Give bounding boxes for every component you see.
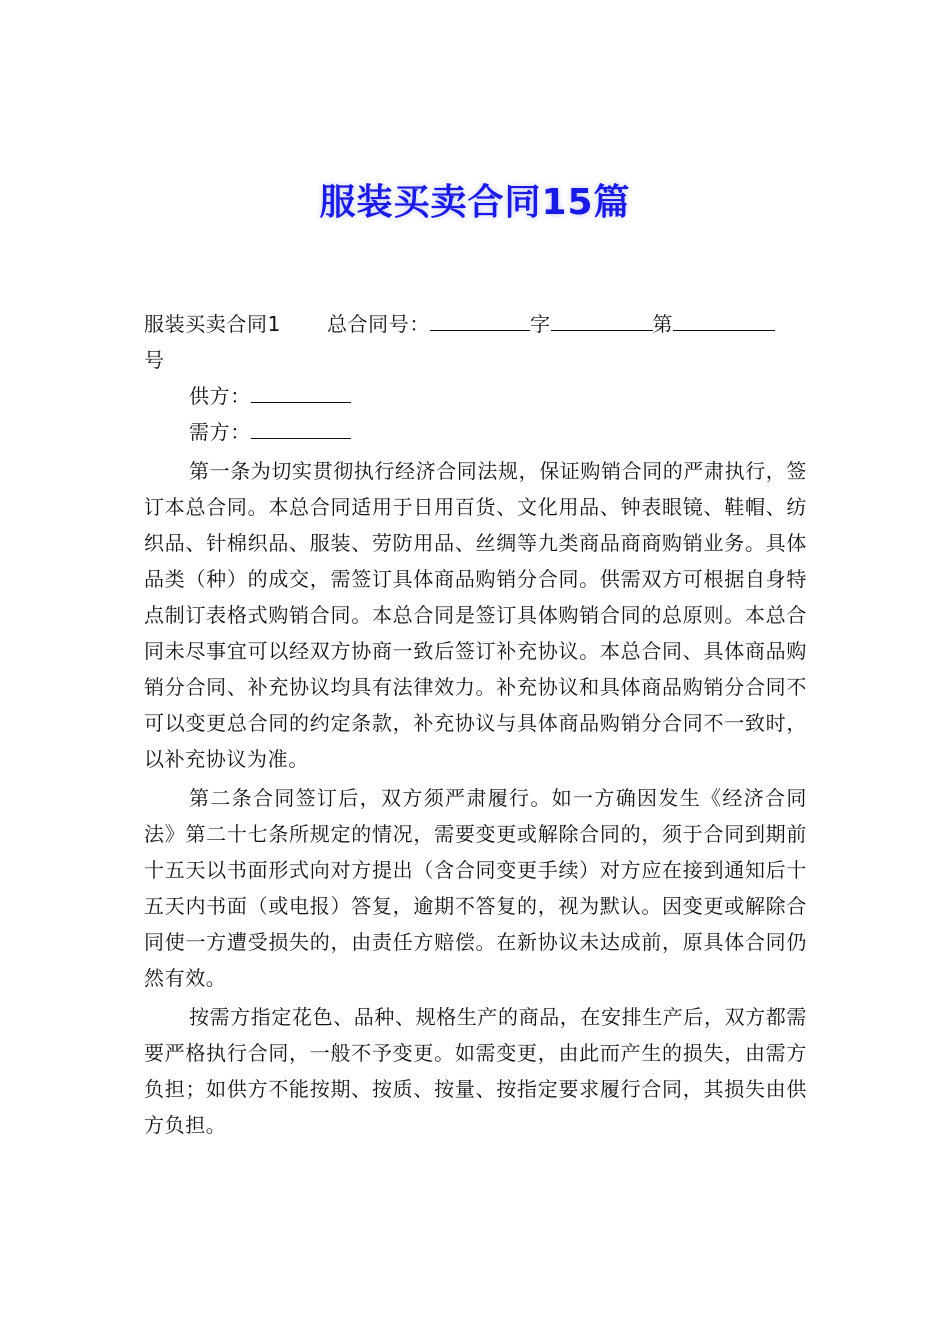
supplier-line <box>144 378 807 414</box>
hao-label: 号 <box>144 348 165 372</box>
document-title: 服装买卖合同15篇 <box>319 182 631 223</box>
demander-label: 需方： <box>189 420 251 444</box>
demander-line <box>144 414 807 450</box>
supplier-blank[interactable] <box>251 378 351 403</box>
demander-blank[interactable] <box>251 414 351 439</box>
contract-number-label: 总合同号： <box>326 312 430 336</box>
document-body <box>144 306 807 1143</box>
paragraph-article-1: 第一条为切实贯彻执行经济合同法规，保证购销合同的严肃执行，签订本总合同。本总合同适用于日用百货、文化用品、钟表眼镜、鞋帽、纺织品、针棉织品、服装、劳防用品、丝绸等九类商品商商购销业务。具体品类（种）的成交，需签订具体商品购销分合同。供需双方可根据自身特点制订表格式购销合同。本总合同是签订具体购销合同的总原则。本总合同未尽事宜可以经双方协商一致后签订补充协议。本总合同、具体商品购销分合同、补充协议均具有法律效力。补充协议和具体商品购销分合同不可以变更总合同的约定条款，补充协议与具体商品购销分合同不一致时，以补充协议为准。 <box>144 459 807 771</box>
supplier-label: 供方： <box>189 384 251 408</box>
zi-label: 字 <box>529 312 551 336</box>
contract-number-blank-2[interactable] <box>551 306 653 331</box>
contract-header-line <box>144 306 807 342</box>
paragraph-custom-goods: 按需方指定花色、品种、规格生产的商品，在安排生产后，双方都需要严格执行合同，一般不予变更。如需变更，由此而产生的损失，由需方负担；如供方不能按期、按质、按量、按指定要求履行合同，其损失由供方负担。 <box>144 1005 807 1137</box>
contract-number-blank-3[interactable] <box>673 306 775 331</box>
paragraph-article-2: 第二条合同签订后，双方须严肃履行。如一方确因发生《经济合同法》第二十七条所规定的情况，需要变更或解除合同的，须于合同到期前十五天以书面形式向对方提出（含合同变更手续）对方应在接到通知后十五天内书面（或电报）答复，逾期不答复的，视为默认。因变更或解除合同使一方遭受损失的，由责任方赔偿。在新协议未达成前，原具体合同仍然有效。 <box>144 786 807 990</box>
contract-name: 服装买卖合同1 <box>144 312 281 336</box>
di-label: 第 <box>652 312 674 336</box>
contract-number-blank-1[interactable] <box>430 306 530 331</box>
